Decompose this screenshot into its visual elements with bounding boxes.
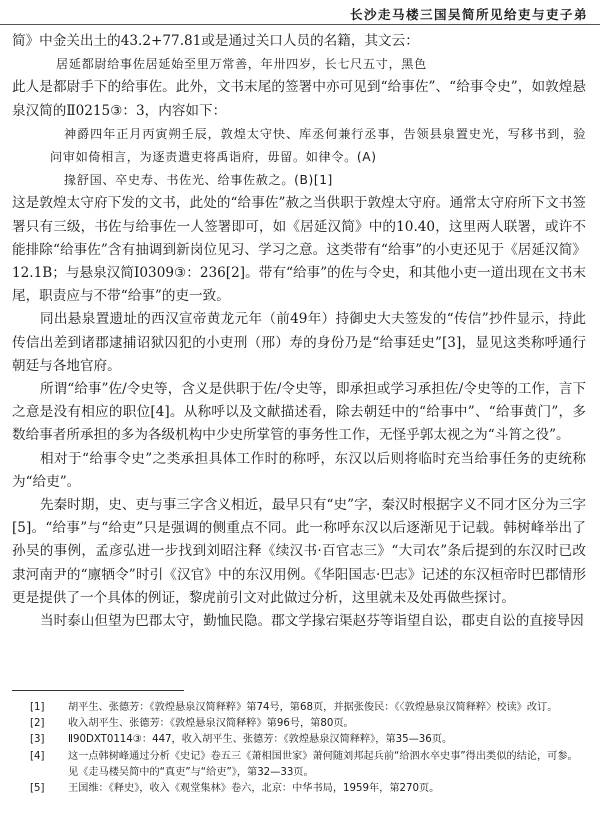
block-quote: 居延都尉给事佐居延始至里万常善，年卅四岁，长七尺五寸，黑色 <box>56 57 427 72</box>
paragraph: 相对于“给事令史”之类承担具体工作时的称呼，东汉以后则将临时充当给事任务的吏统称为“给吏”。 <box>12 450 586 490</box>
footnote <box>12 749 586 781</box>
footnote-marker: [5] <box>30 783 45 795</box>
block-quote: 神爵四年正月丙寅朔壬辰，敦煌太守快、库丞何兼行丞事，告领县泉置史光，写移书到，验问审如倚相言，为逐责遣吏将禹诣府，毋留。如律令。(A) <box>50 126 586 165</box>
paragraph: 先秦时期，史、吏与事三字含义相近，最早只有“史”字，秦汉时根据字义不同才区分为三字[5]。“给事”与“给吏”只是强调的侧重点不同。此一称呼东汉以后逐渐见于记载。韩树峰举出了孙吴的事例，孟彦弘进一步找到刘昭注释《续汉书·百官志三》“大司农”条后提到的东汉时已改隶河南尹的“廪牺令”时引《汉官》中的东汉用例。《华阳国志·巴志》记述的东汉桓帝时巴郡情形更是提供了一个具体的例证，黎虎前引文对此做过分析，这里就未及处再做些探讨。 <box>12 497 586 606</box>
body-text <box>12 30 586 633</box>
footnote-marker: [4] <box>30 750 45 762</box>
paragraph: 简》中金关出土的43.2+77.81或是通过关口人员的名籍，其文云： <box>12 33 419 49</box>
paragraph: 当时泰山但望为巴郡太守，勤恤民隐。郡文学掾宕渠赵芬等诣望自讼，郡吏自讼的直接导因 <box>40 613 584 630</box>
footnote-divider <box>12 690 184 691</box>
footnote-text: 王国维：《释史》，收入《观堂集林》卷六，北京：中华书局，1959年，第270页。 <box>68 783 440 795</box>
running-title: 长沙走马楼三国吴简所见给吏与吏子弟 <box>349 7 588 22</box>
footnote-marker: [1] <box>30 702 45 713</box>
page-header <box>0 0 600 25</box>
footnote-text: Ⅱ90DXT0114③：447，收入胡平生、张德芳：《敦煌悬泉汉简释粹》，第35—36页。 <box>68 734 453 746</box>
footnote-text: 这一点韩树峰通过分析《史记》卷五三《萧相国世家》萧何随刘邦起兵前“给泗水卒史事”得出类似的结论，可参。见《走马楼吴简中的“真吏”与“给吏”》，第32—33页。 <box>68 750 578 778</box>
paragraph: 此人是都尉手下的给事佐。此外，文书末尾的签署中亦可见到“给事佐”、“给事令史”，如敦煌悬泉汉简的Ⅱ0215③：3，内容如下： <box>12 79 586 119</box>
footnotes <box>12 700 586 797</box>
footnote <box>12 700 586 716</box>
footnote-text: 收入胡平生、张德芳：《敦煌悬泉汉简释粹》第96号，第80页。 <box>68 718 354 730</box>
footnote <box>12 732 586 748</box>
footnote-text: 胡平生、张德芳：《敦煌悬泉汉简释粹》第74号，第68页，并据张俊民：《〈敦煌悬泉汉简释粹〉校读》改订。 <box>68 702 558 713</box>
footnote <box>12 716 586 732</box>
block-quote: 掾舒国、卒史寿、书佐光、给事佐赦之。(B)[1] <box>64 173 333 188</box>
footnote-marker: [2] <box>30 718 45 730</box>
paragraph: 这是敦煌太守府下发的文书，此处的“给事佐”赦之当供职于敦煌太守府。通常太守府所下文书签署只有三级，书佐与给事佐一人签署即可，如《居延汉简》中的10.40，这里两人联署，或许不能排除“给事佐”含有抽调到新岗位见习、学习之意。这类带有“给事”的小吏还见于《居延汉简》12.1B；与悬泉汉简Ⅰ0309③：236[2]。带有“给事”的佐与令史，和其他小吏一道出现在文书末尾，职责应与不带“给事”的吏一致。 <box>12 195 586 305</box>
paragraph: 同出悬泉置遗址的西汉宣帝黄龙元年（前49年）持御史大夫签发的“传信”抄件显示，持此传信出差到诸郡逮捕诏狱囚犯的小吏刑（邢）寿的身份乃是“给事廷史”[3]，显见这类称呼通行朝廷与各地官府。 <box>12 311 586 374</box>
footnote-marker: [3] <box>30 734 45 746</box>
paragraph: 所谓“给事”佐/令史等，含义是供职于佐/令史等，即承担或学习承担佐/令史等的工作，言下之意是没有相应的职位[4]。从称呼以及文献描述看，除去朝廷中的“给事中”、“给事黄门”，多数给事者所承担的多为各级机构中少史所掌管的事务性工作，无怪乎郭太视之为“斗筲之役”。 <box>12 381 586 444</box>
footnote <box>12 781 586 797</box>
